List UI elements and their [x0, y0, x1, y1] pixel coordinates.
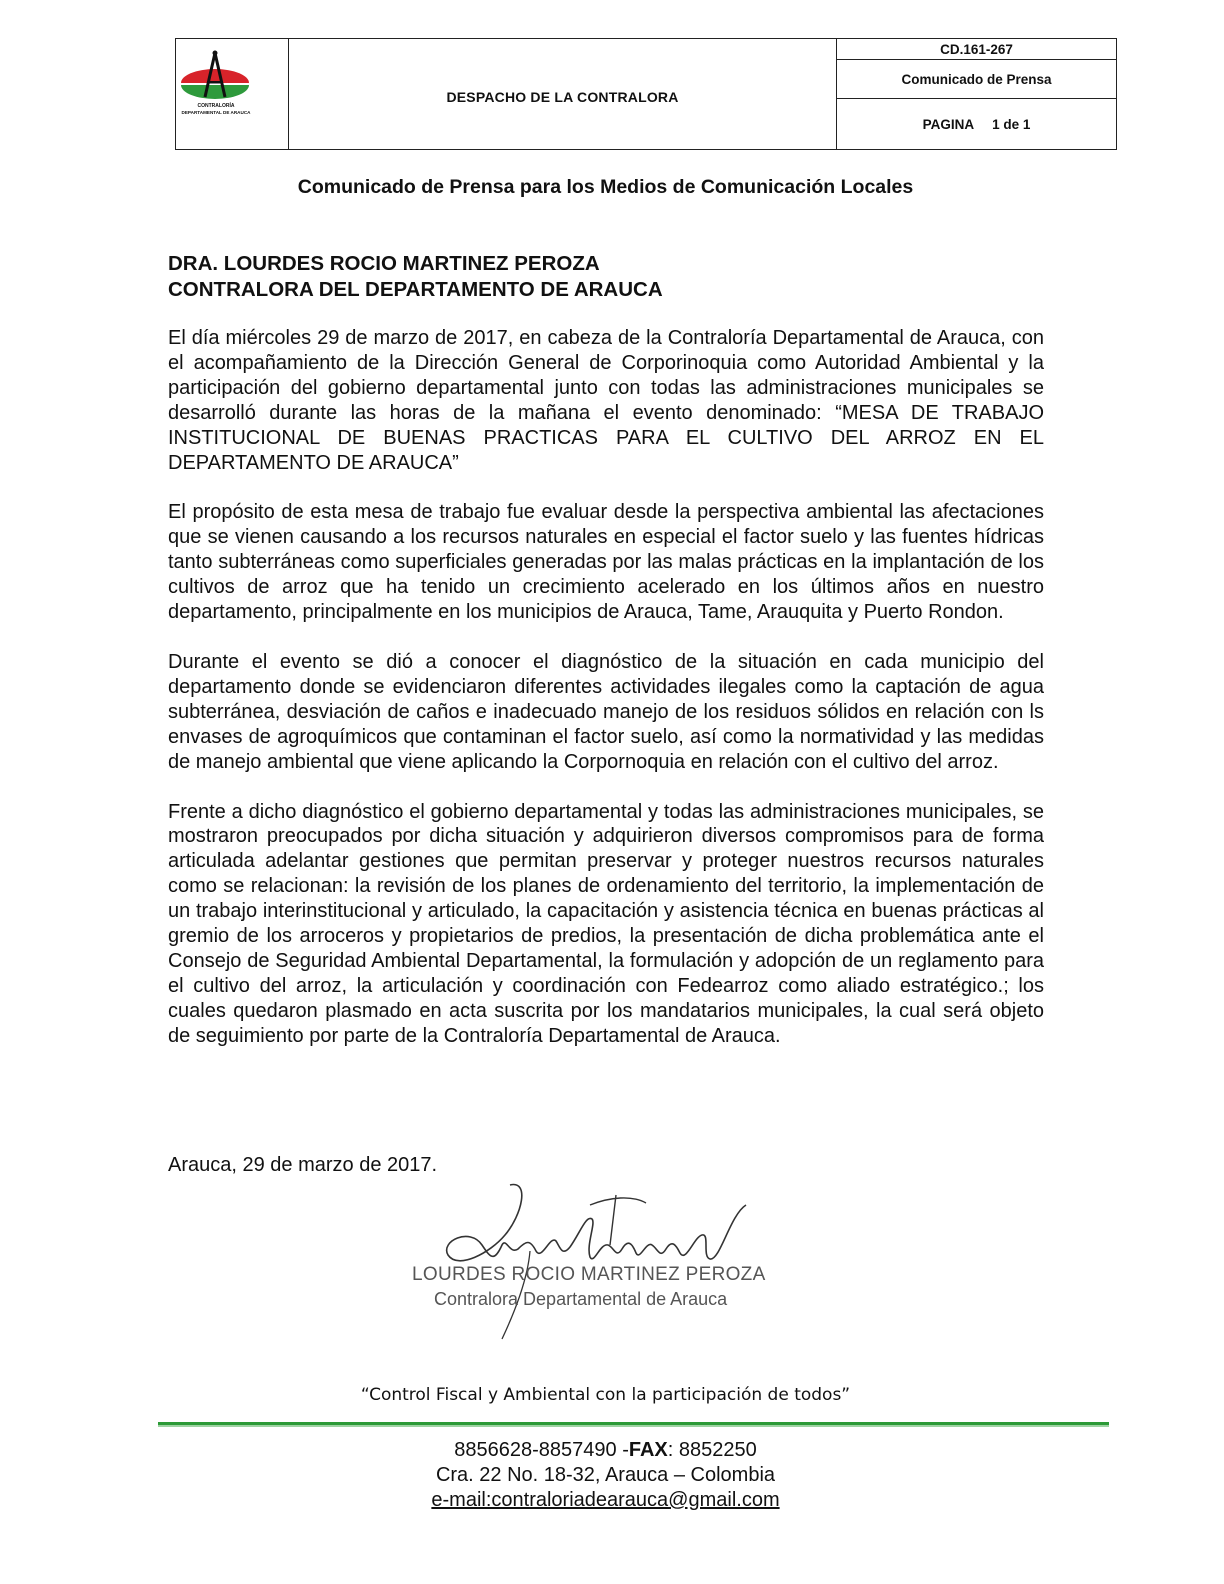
footer-contact — [0, 1438, 1211, 1513]
paragraph-2: El propósito de esta mesa de trabajo fue evaluar desde la perspectiva ambiental las afectaciones que se vienen causando a los recursos naturales en especial el factor suelo y las fuentes hídricas tanto subterráneas como superficiales generadas por las malas prácticas en la implantación de los cultivos de arroz que ha tenido un crecimiento acelerado en los últimos años en nuestro departamento, principalmente en los municipios de Arauca, Tame, Arauquita y Puerto Rondon. — [168, 501, 1044, 624]
page-label: PAGINA — [922, 116, 975, 132]
author-name: DRA. LOURDES ROCIO MARTINEZ PEROZA — [168, 252, 600, 275]
fax-label: FAX — [628, 1439, 668, 1461]
footer-address: Cra. 22 No. 18-32, Arauca – Colombia — [435, 1464, 776, 1486]
logo-text-2: DEPARTAMENTAL DE ARAUCA — [181, 110, 251, 115]
handwritten-signature — [410, 1175, 770, 1345]
doc-meta — [837, 39, 1116, 149]
author-block — [168, 251, 663, 303]
doc-code: CD.161-267 — [837, 39, 1116, 60]
date-line: Arauca, 29 de marzo de 2017. — [168, 1154, 438, 1176]
signature-name: LOURDES ROCIO MARTINEZ PEROZA — [412, 1264, 766, 1285]
author-title: CONTRALORA DEL DEPARTAMENTO DE ARAUCA — [168, 278, 663, 301]
page-indicator — [837, 99, 1116, 149]
signature-role: Contralora Departamental de Arauca — [434, 1289, 728, 1309]
document-heading: Comunicado de Prensa para los Medios de Comunicación Locales — [297, 176, 914, 198]
body-text — [168, 326, 1044, 1074]
footer-phones: 8856628-8857490 - — [454, 1439, 629, 1461]
page-value: 1 de 1 — [992, 116, 1031, 132]
logo-cell — [176, 39, 289, 149]
footer-email-link[interactable]: e-mail:contraloriadearauca@gmail.com — [431, 1489, 780, 1511]
contraloria-logo — [178, 47, 254, 121]
footer-phones-line — [0, 1438, 1211, 1463]
logo-text-1: CONTRALORÍA — [197, 103, 235, 109]
office-title: DESPACHO DE LA CONTRALORA — [289, 39, 837, 149]
paragraph-4: Frente a dicho diagnóstico el gobierno departamental y todas las administraciones municipales, se mostraron preocupados por dicha situación y adquirieron diversos compromisos para de forma articulada adelantar gestiones que permitan preservar y proteger nuestros recursos naturales como se relacionan: la revisión de los planes de ordenamiento del territorio, la implementación de un trabajo interinstitucional y articulado, la capacitación y asistencia técnica en buenas prácticas al gremio de los arroceros y propietarios de predios, la presentación de dicha problemática ante el Consejo de Seguridad Ambiental Departamental, la formulación y adopción de un reglamento para el cultivo del arroz, la articulación y coordinación con Fedearroz como aliado estratégico.; los cuales quedaron plasmado en acta suscrita por los mandatarios municipales, la cual será objeto de seguimiento por parte de la Contraloría Departamental de Arauca. — [168, 800, 1044, 1047]
footer-motto: “Control Fiscal y Ambiental con la participación de todos” — [360, 1385, 851, 1405]
document-header — [175, 38, 1117, 150]
footer-divider — [158, 1422, 1109, 1425]
fax-number: : 8852250 — [667, 1439, 757, 1461]
paragraph-3: Durante el evento se dió a conocer el diagnóstico de la situación en cada municipio del departamento donde se evidenciaron diferentes actividades ilegales como la captación de agua subterránea, desviación de caños e inadecuado manejo de los residuos sólidos en relación con ls envases de agroquímicos que contaminan el factor suelo, así como la normatividad y las medidas de manejo ambiental que viene aplicando la Corpornoquia en relación con el cultivo del arroz. — [168, 650, 1044, 773]
doc-type: Comunicado de Prensa — [837, 60, 1116, 99]
paragraph-1: El día miércoles 29 de marzo de 2017, en cabeza de la Contraloría Departamental de Arauca, con el acompañamiento de la Dirección General de Corporinoquia como Autoridad Ambiental y la participación del gobierno departamental junto con todas las administraciones municipales se desarrolló durante las horas de la mañana el evento denominado: “MESA DE TRABAJO INSTITUCIONAL DE BUENAS PRACTICAS PARA EL CULTIVO DEL ARROZ EN EL DEPARTAMENTO DE ARAUCA” — [168, 327, 1044, 474]
